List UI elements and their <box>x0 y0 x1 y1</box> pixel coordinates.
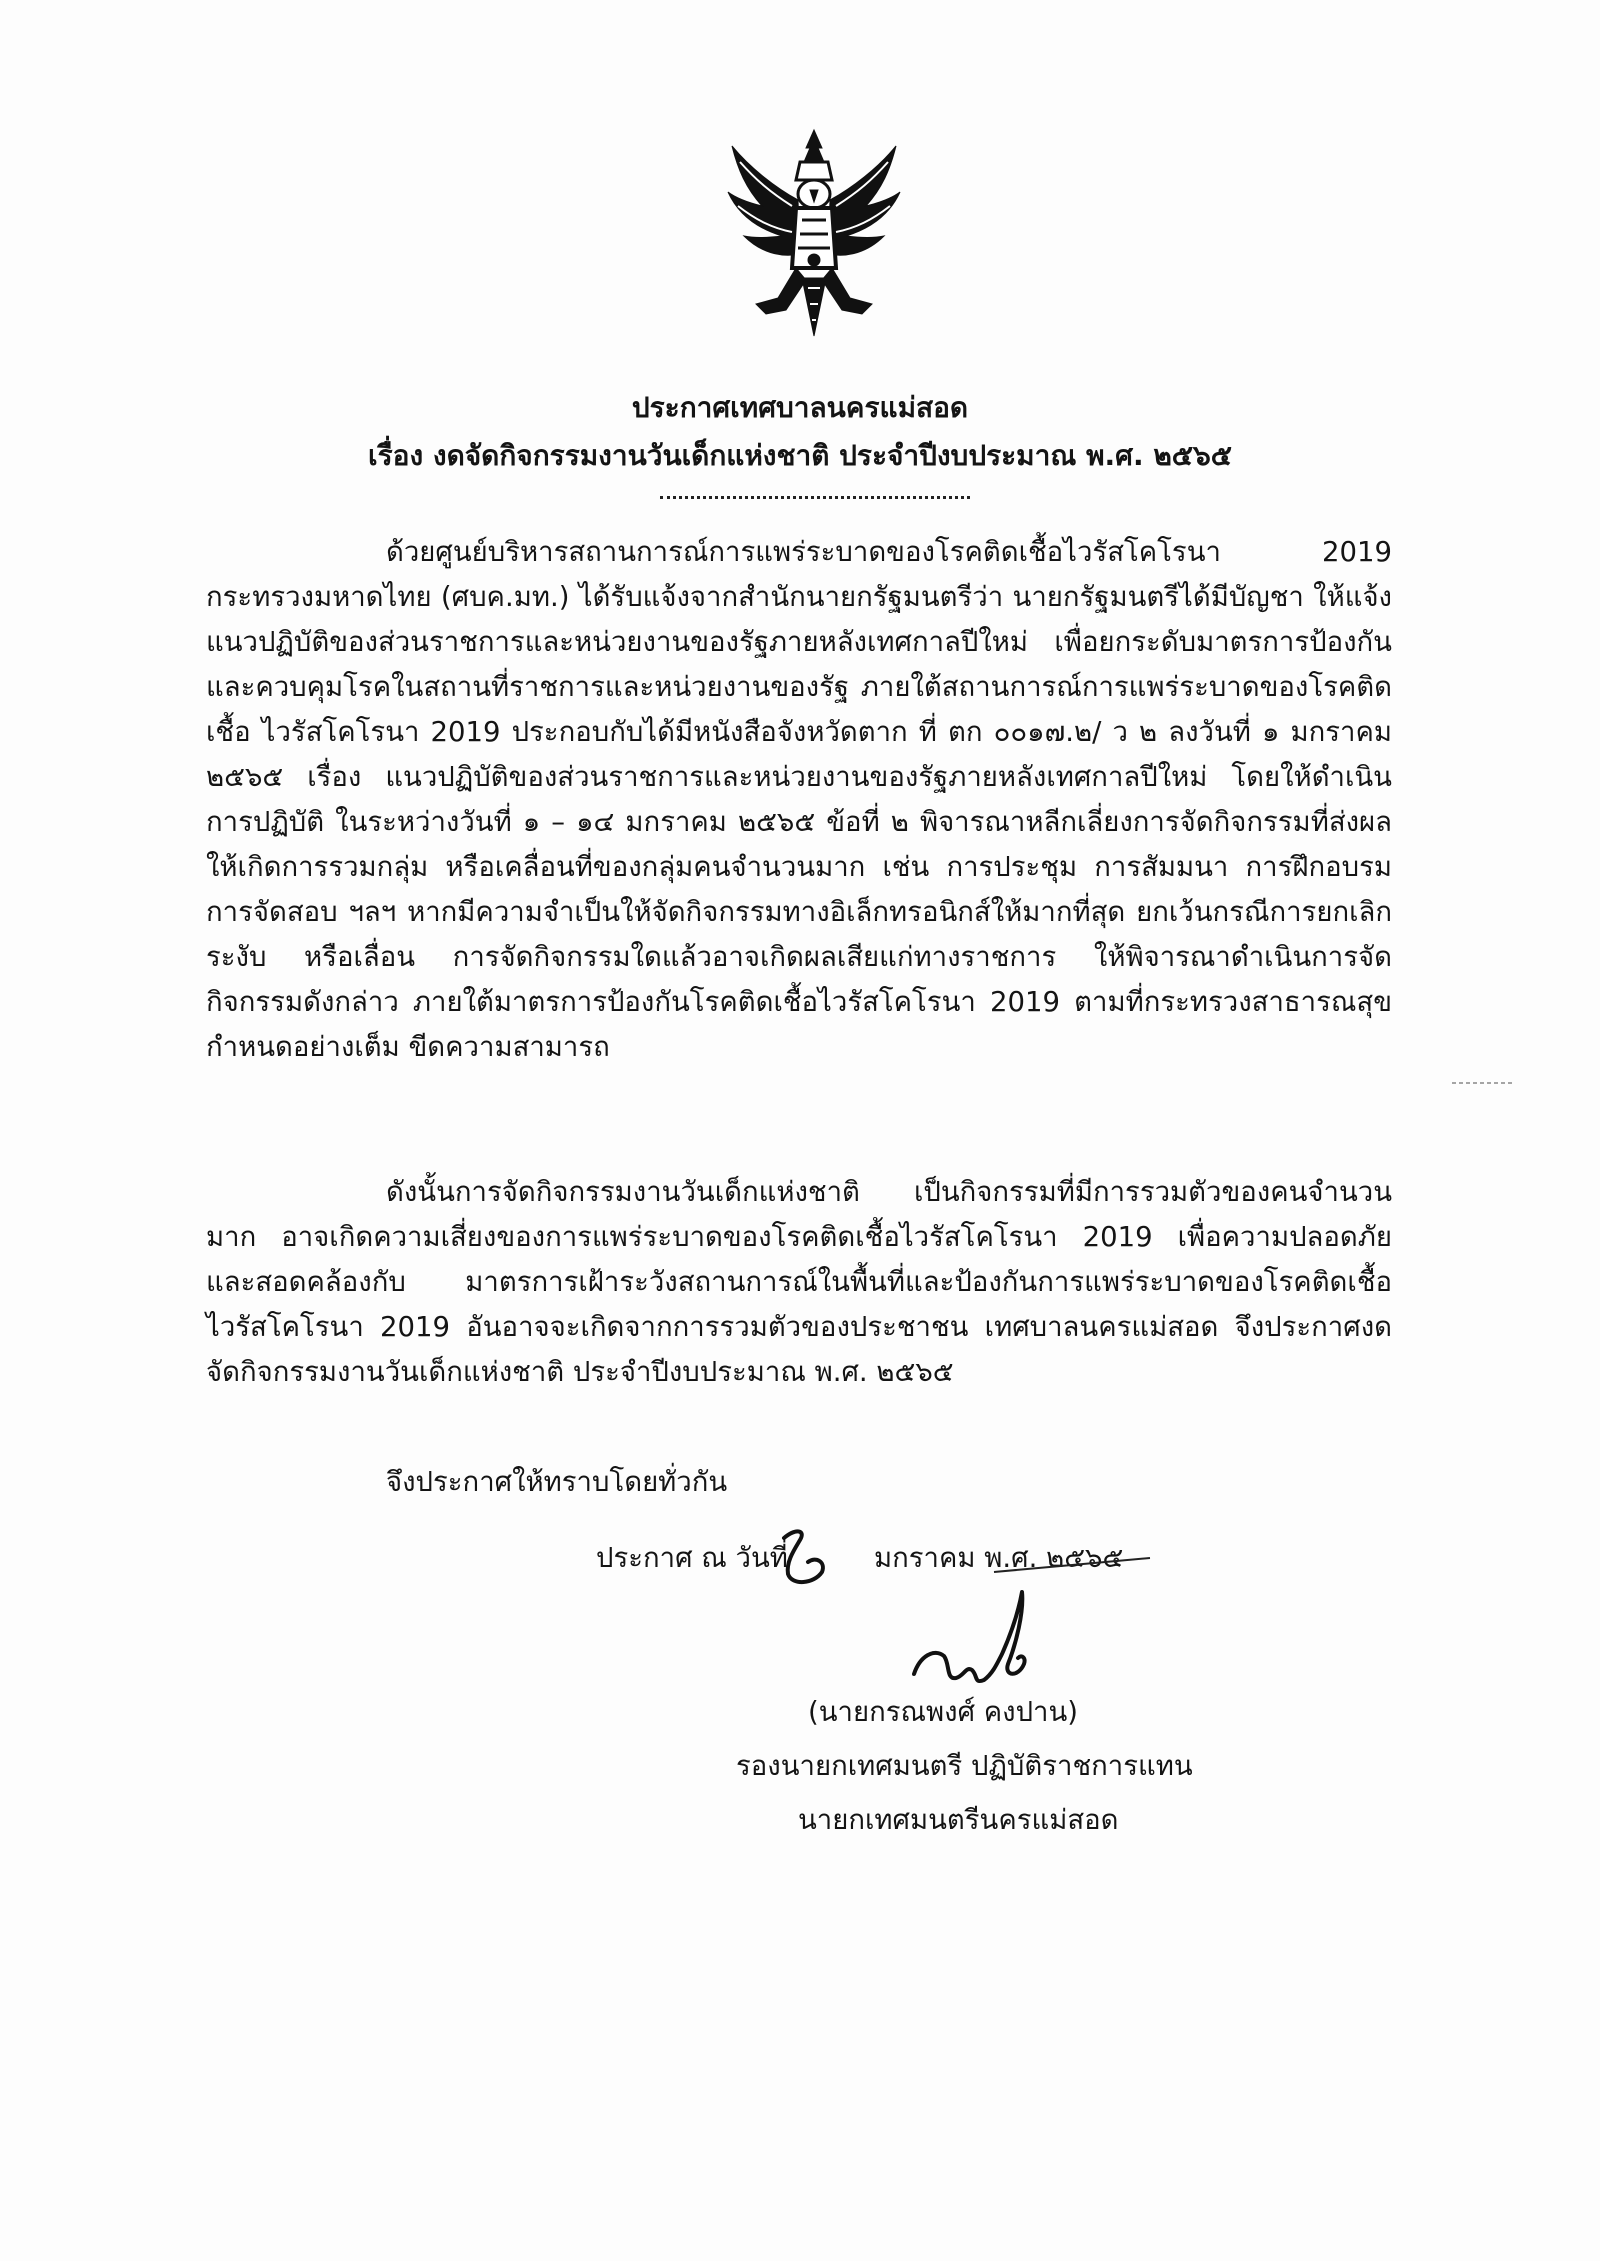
scan-mark-icon <box>1452 1080 1512 1086</box>
handwritten-day <box>776 1528 842 1588</box>
signature-icon <box>900 1580 1060 1700</box>
page-title: ประกาศเทศบาลนครแม่สอด <box>631 391 969 424</box>
closing-line: จึงประกาศให้ทราบโดยทั่วกัน <box>386 1466 728 1498</box>
subject-line: เรื่อง งดจัดกิจกรรมงานวันเด็กแห่งชาติ ประจำปีงบประมาณ พ.ศ. ๒๕๖๕ <box>368 439 1232 472</box>
signatory-position-2: นายกเทศมนตรีนครแม่สอด <box>798 1804 1119 1836</box>
body-paragraph-1: ด้วยศูนย์บริหารสถานการณ์การแพร่ระบาดของโรคติดเชื้อไวรัสโคโรนา 2019 กระทรวงมหาดไทย (ศบค.มท.) ได้รับแจ้งจากสำนักนายกรัฐมนตรีว่า นายกรัฐมนตรีได้มีบัญชา ให้แจ้งแนวปฏิบัติของส่วนราชการและหน่วยงานของรัฐภายหลังเทศกาลปีใหม่ เพื่อยกระดับมาตรการป้องกัน และควบคุมโรคในสถานที่ราชการและหน่วยงานของรัฐ ภายใต้สถานการณ์การแพร่ระบาดของโรคติดเชื้อ ไวรัสโคโรนา 2019 ประกอบกับได้มีหนังสือจังหวัดตาก ที่ ตก ๐๐๑๗.๒/ ว ๒ ลงวันที่ ๑ มกราคม ๒๕๖๕ เรื่อง แนวปฏิบัติของส่วนราชการและหน่วยงานของรัฐภายหลังเทศกาลปีใหม่ โดยให้ดำเนินการปฏิบัติ ในระหว่างวันที่ ๑ – ๑๔ มกราคม ๒๕๖๕ ข้อที่ ๒ พิจารณาหลีกเลี่ยงการจัดกิจกรรมที่ส่งผลให้เกิดการรวมกลุ่ม หรือเคลื่อนที่ของกลุ่มคนจำนวนมาก เช่น การประชุม การสัมมนา การฝึกอบรม การจัดสอบ ฯลฯ หากมีความจำเป็นให้จัดกิจกรรมทางอิเล็กทรอนิกส์ให้มากที่สุด ยกเว้นกรณีการยกเลิก ระงับ หรือเลื่อน การจัดกิจกรรมใดแล้วอาจเกิดผลเสียแก่ทางราชการ ให้พิจารณาดำเนินการจัดกิจกรรมดังกล่าว ภายใต้มาตรการป้องกันโรคติดเชื้อไวรัสโคโรนา 2019 ตามที่กระทรวงสาธารณสุขกำหนดอย่างเต็ม ขีดความสามารถ <box>206 536 1392 1063</box>
handwritten-day-icon <box>776 1528 842 1588</box>
date-suffix: มกราคม พ.ศ. ๒๕๖๕ <box>874 1542 1124 1574</box>
date-prefix: ประกาศ ณ วันที่ <box>596 1542 788 1574</box>
signatory-name: (นายกรณพงศ์ คงปาน) <box>808 1696 1079 1728</box>
signatory-position-1: รองนายกเทศมนตรี ปฏิบัติราชการแทน <box>736 1750 1193 1782</box>
pen-stroke-icon <box>992 1556 1152 1576</box>
dotted-divider <box>660 496 970 499</box>
garuda-emblem-icon <box>726 128 902 338</box>
body-paragraph-2: ดังนั้นการจัดกิจกรรมงานวันเด็กแห่งชาติ เป็นกิจกรรมที่มีการรวมตัวของคนจำนวนมาก อาจเกิดความเสี่ยงของการแพร่ระบาดของโรคติดเชื้อไวรัสโคโรนา 2019 เพื่อความปลอดภัย และสอดคล้องกับ มาตรการเฝ้าระวังสถานการณ์ในพื้นที่และป้องกันการแพร่ระบาดของโรคติดเชื้อไวรัสโคโรนา 2019 อันอาจจะเกิดจากการรวมตัวของประชาชน เทศบาลนครแม่สอด จึงประกาศงดจัดกิจกรรมงานวันเด็กแห่งชาติ ประจำปีงบประมาณ พ.ศ. ๒๕๖๕ <box>206 1176 1392 1388</box>
